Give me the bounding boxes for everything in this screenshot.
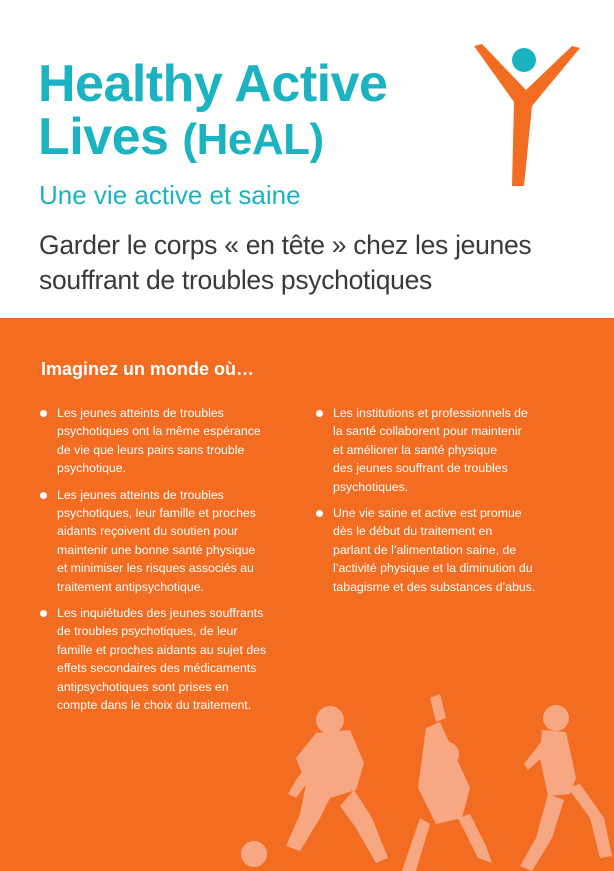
left-list — [40, 404, 290, 723]
orange-panel — [0, 318, 614, 871]
bullet-icon — [40, 410, 47, 417]
title-acronym: (HeAL) — [182, 115, 324, 164]
page-title — [38, 55, 388, 166]
person-arms-raised-logo-icon — [466, 38, 586, 188]
list-item: Une vie saine et active est promue dès le début du traitement en parlant de l’alimentation saine, de l’activité physique et la diminution du tabagisme et des substances d’abus. — [316, 504, 566, 596]
bullet-icon — [316, 410, 323, 417]
list-item: Les jeunes atteints de troubles psychotiques ont la même espérance de vie que leurs pairs sans trouble psychotique. — [40, 404, 290, 478]
title-line-2: Lives — [38, 108, 183, 166]
list-item: Les inquiétudes des jeunes souffrants de troubles psychotiques, de leur famille et proches aidants au sujet des effets secondaires des médicaments antipsychotiques sont prises en compte dans le choix du traitement. — [40, 604, 290, 714]
list-item: Les jeunes atteints de troubles psychotiques, leur famille et proches aidants reçoivent du soutien pour maintenir une bonne santé physique et minimiser les risques associés au traitement antipsychotique. — [40, 486, 290, 596]
headline — [39, 228, 609, 298]
title-line-1: Healthy Active — [38, 55, 388, 113]
logo-head — [512, 48, 536, 72]
section-heading: Imaginez un monde où… — [41, 359, 255, 379]
list-item: Les institutions et professionnels de la santé collaborent pour maintenir et améliorer la santé physique des jeunes souffrant de troubles psychotiques. — [316, 404, 566, 496]
bullet-icon — [40, 610, 47, 617]
headline-line-2: souffrant de troubles psychotiques — [39, 265, 432, 295]
bullet-icon — [316, 510, 323, 517]
right-list — [316, 404, 566, 604]
headline-line-1: Garder le corps « en tête » chez les jeunes — [39, 230, 532, 260]
bullet-icon — [40, 492, 47, 499]
page-subtitle: Une vie active et saine — [39, 180, 301, 210]
header — [0, 0, 614, 318]
